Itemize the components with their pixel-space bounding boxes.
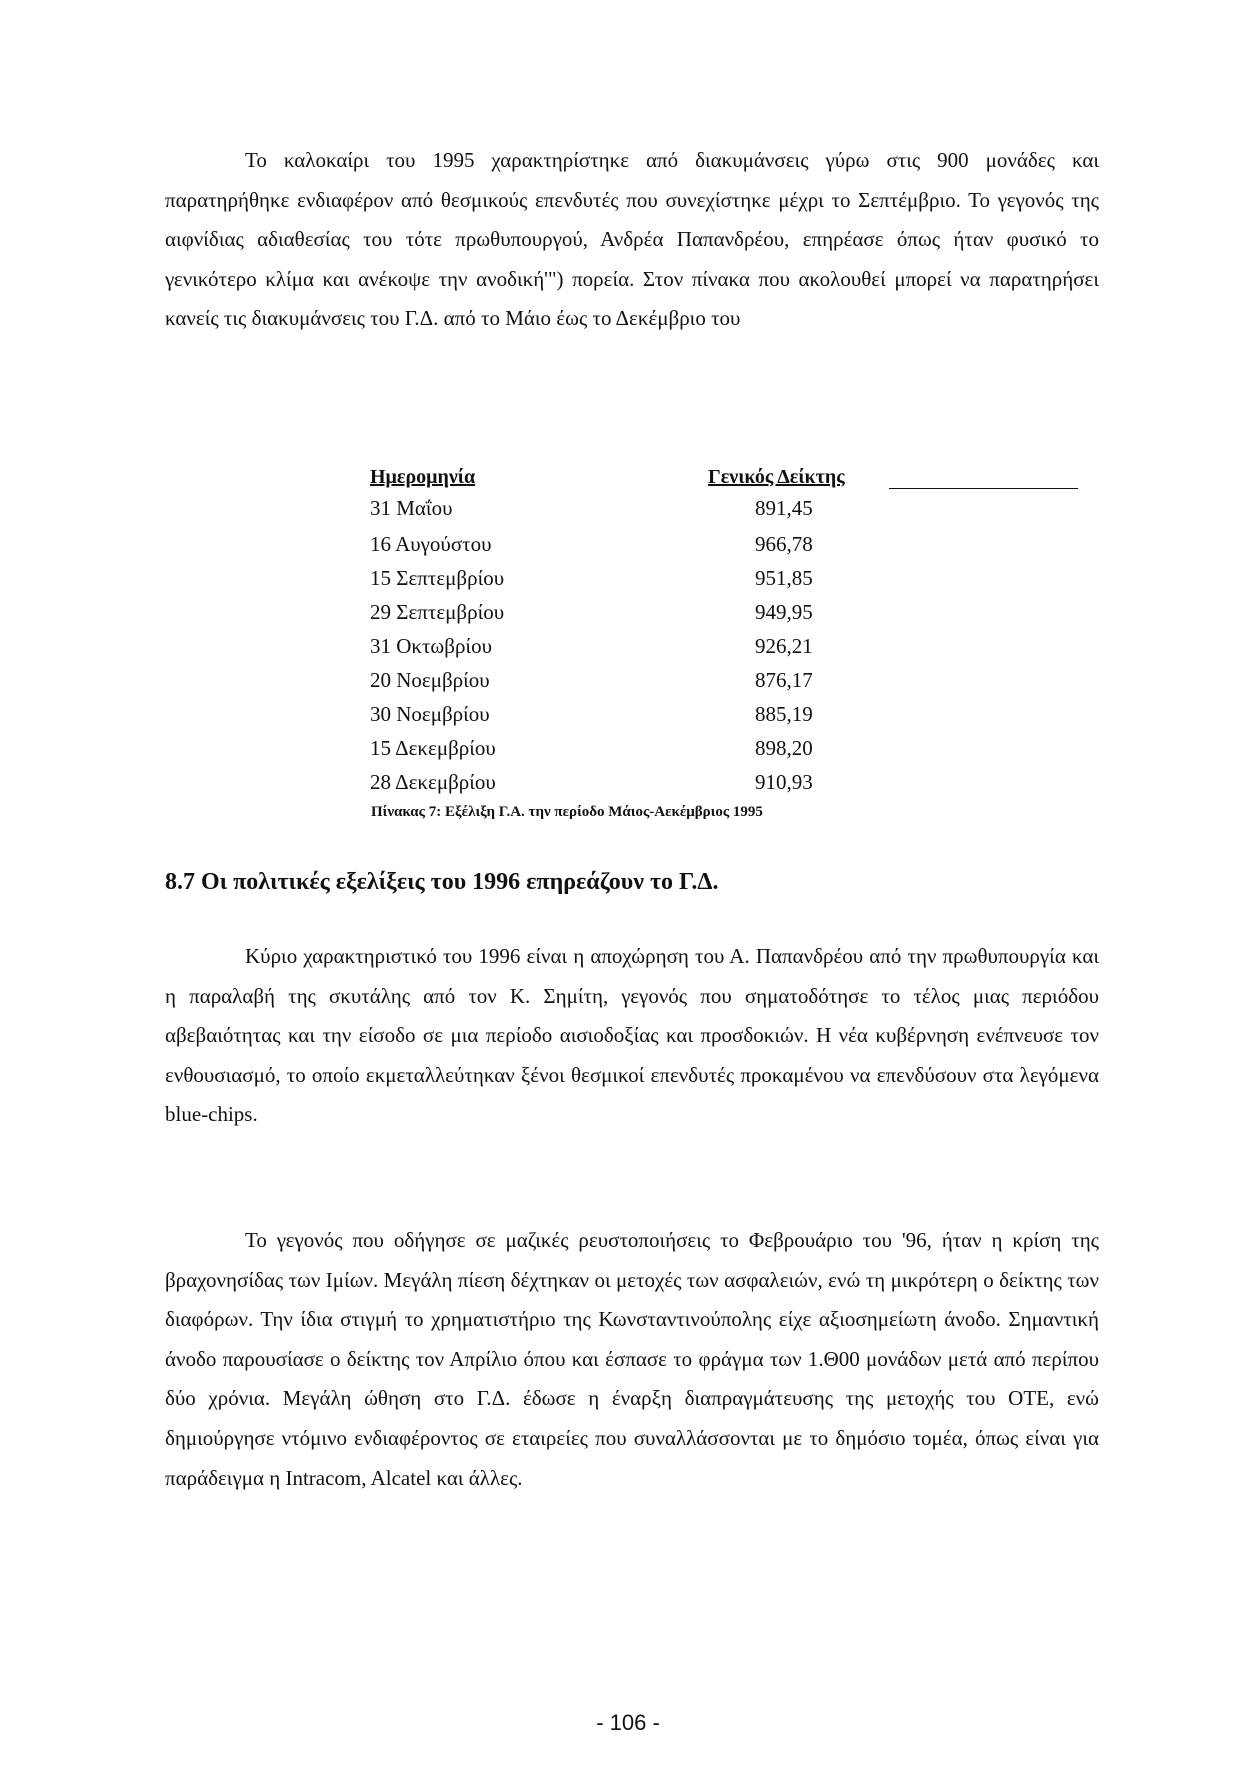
row-date: 16 Αυγούστου [370,532,492,556]
table-row [370,770,890,800]
row-date: 31 Οκτωβρίου [370,634,492,658]
row-value: 951,85 [755,566,813,590]
table-row [370,634,890,664]
row-value: 891,45 [755,496,813,520]
table-row [370,702,890,732]
row-date: 15 Δεκεμβρίου [370,736,496,760]
table-row [370,566,890,596]
paragraph-1995-summer: Το καλοκαίρι του 1995 χαρακτηρίστηκε από διακυμάνσεις γύρω στις 900 μονάδες και παρατηρήθηκε ενδιαφέρον από θεσμικούς επενδυτές που συνεχίστηκε μέχρι το Σεπτέμβριο. Το γεγονός της αιφνίδιας αδιαθεσίας του τότε πρωθυπουργού, Ανδρέα Παπανδρέου, επηρέασε όπως ήταν φυσικό το γενικότερο κλίμα και ανέκοψε την ανοδική'") πορεία. Στον πίνακα που ακολουθεί μπορεί να παρατηρήσει κανείς τις διακυμάνσεις του Γ.Δ. από το Μάιο έως το Δεκέμβριο του [165,148,1099,331]
section-heading: 8.7 Οι πολιτικές εξελίξεις του 1996 επηρεάζουν το Γ.Δ. [165,869,719,895]
table-header-index: Γενικός Δείκτης [708,466,845,488]
table-row [370,736,890,766]
row-date: 29 Σεπτεμβρίου [370,600,505,624]
row-value: 926,21 [755,634,813,658]
table-caption: Πίνακας 7: Εξέλιξη Γ.Α. την περίοδο Μάιος-Αεκέμβριος 1995 [371,804,763,820]
row-value: 949,95 [755,600,813,624]
page-number: - 106 - [596,1710,660,1735]
paragraph-1996-politics: Κύριο χαρακτηριστικό του 1996 είναι η αποχώρηση του Α. Παπανδρέου από την πρωθυπουργία και η παραλαβή της σκυτάλης από τον Κ. Σημίτη, γεγονός που σηματοδότησε το τέλος μιας περιόδου αβεβαιότητας και την είσοδο σε μια περίοδο αισιοδοξίας και προσδοκιών. Η νέα κυβέρνηση ενέπνευσε τον ενθουσιασμό, το οποίο εκμεταλλεύτηκαν ξένοι θεσμικοί επενδυτές προκαμένου να επενδύσουν στα λεγόμενα blue-chips. [165,944,1099,1127]
paragraph-imia-crisis: Το γεγονός που οδήγησε σε μαζικές ρευστοποιήσεις το Φεβρουάριο του '96, ήταν η κρίση της βραχονησίδας των Ιμίων. Μεγάλη πίεση δέχτηκαν οι μετοχές των ασφαλειών, ενώ τη μικρότερη ο δείκτης των διαφόρων. Την ίδια στιγμή το χρηματιστήριο της Κωνσταντινούπολης είχε αξιοσημείωτη άνοδο. Σημαντική άνοδο παρουσίασε ο δείκτης τον Απρίλιο όπου και έσπασε το φράγμα των 1.Θ00 μονάδων μετά από περίπου δύο χρόνια. Μεγάλη ώθηση στο Γ.Δ. έδωσε η έναρξη διαπραγμάτευσης της μετοχής του ΟΤΕ, ενώ δημιούργησε ντόμινο ενδιαφέροντος σε εταιρείες που συναλλάσσονται με το δημόσιο τομέα, όπως είναι για παράδειγμα η Intracom, Alcatel και άλλες. [165,1228,1099,1490]
row-date: 20 Νοεμβρίου [370,668,490,692]
row-value: 910,93 [755,770,813,794]
table-row [370,532,890,562]
table-header-date: Ημερομηνία [370,466,476,488]
row-value: 885,19 [755,702,813,726]
row-date: 28 Δεκεμβρίου [370,770,496,794]
row-value: 966,78 [755,532,813,556]
header-rule [889,488,1078,489]
table-row [370,668,890,698]
row-date: 31 Μαΐου [370,496,453,520]
table-row [370,496,890,526]
row-date: 15 Σεπτεμβρίου [370,566,505,590]
row-date: 30 Νοεμβρίου [370,702,490,726]
row-value: 876,17 [755,668,813,692]
row-value: 898,20 [755,736,813,760]
table-row [370,600,890,630]
